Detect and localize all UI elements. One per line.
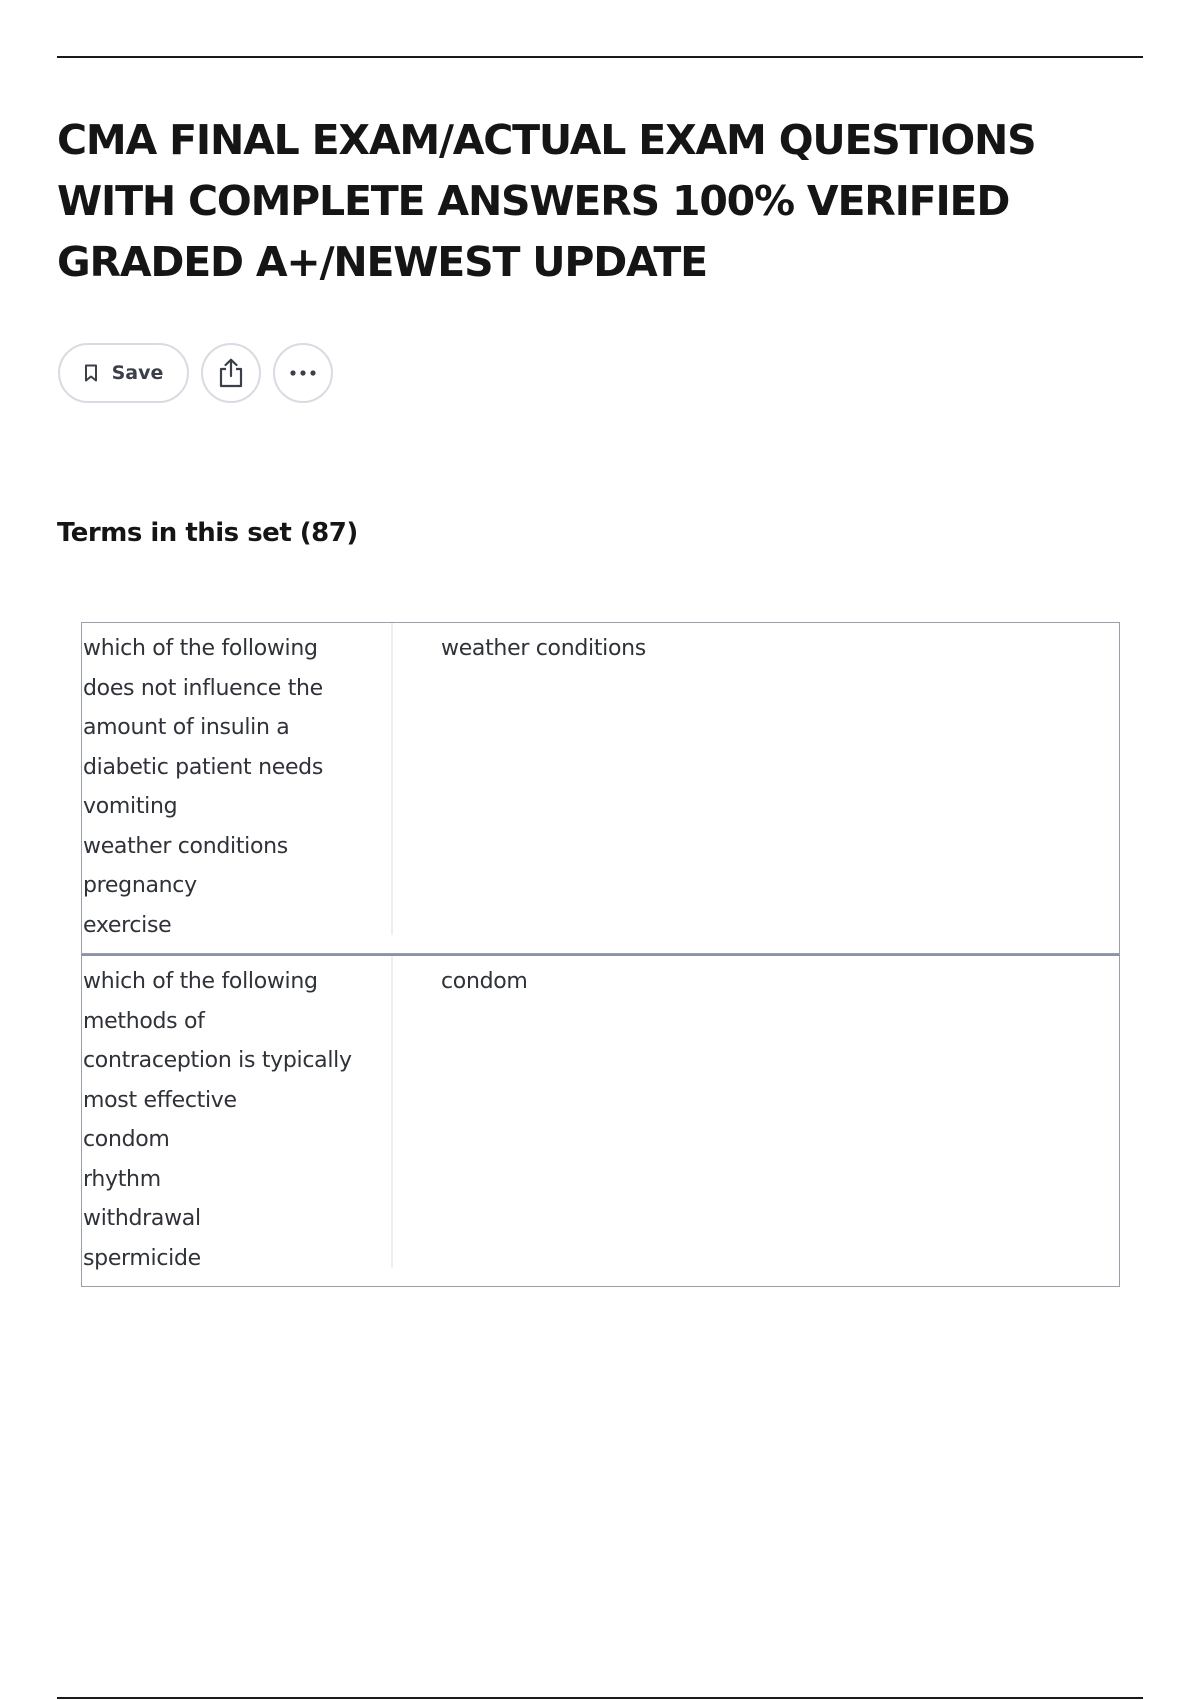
question-line: most effective: [83, 1087, 237, 1113]
question-line: weather conditions: [83, 833, 288, 859]
save-button[interactable]: [58, 343, 189, 403]
share-icon: [218, 358, 244, 388]
top-rule: [57, 56, 1143, 58]
question-line: which of the following: [83, 636, 318, 661]
title-line-2: WITH COMPLETE ANSWERS 100% VERIFIED: [57, 177, 1010, 225]
more-options-button[interactable]: [273, 343, 333, 403]
term-card[interactable]: [81, 954, 1120, 1287]
share-button[interactable]: [201, 343, 261, 403]
question-line: pregnancy: [83, 873, 197, 898]
question-line: diabetic patient needs: [83, 754, 324, 780]
question-line: which of the following: [83, 969, 318, 994]
term-question: [83, 629, 383, 945]
more-horizontal-icon: [289, 369, 317, 377]
title-line-1: CMA FINAL EXAM/ACTUAL EXAM QUESTIONS: [57, 116, 1036, 164]
question-line: exercise: [83, 912, 172, 938]
title-line-3: GRADED A+/NEWEST UPDATE: [57, 238, 707, 286]
question-line: condom: [83, 1127, 170, 1152]
save-button-label: Save: [111, 362, 164, 384]
term-answer: condom: [441, 969, 528, 994]
question-line: methods of: [83, 1008, 205, 1034]
question-line: withdrawal: [83, 1206, 201, 1231]
question-line: rhythm: [83, 1166, 161, 1192]
question-line: vomiting: [83, 794, 178, 819]
terms-heading: Terms in this set (87): [57, 518, 358, 548]
question-line: does not influence the: [83, 675, 323, 701]
term-question: [83, 962, 383, 1278]
question-line: amount of insulin a: [83, 715, 290, 740]
term-divider: [391, 956, 393, 1268]
term-divider: [391, 623, 393, 935]
bottom-rule: [57, 1697, 1143, 1699]
term-card[interactable]: [81, 622, 1120, 954]
term-answer: weather conditions: [441, 636, 646, 661]
terms-list: [81, 622, 1120, 1287]
question-line: contraception is typically: [83, 1048, 352, 1073]
bookmark-icon: [84, 364, 98, 382]
page-title: [57, 110, 1157, 293]
question-line: spermicide: [83, 1245, 201, 1271]
action-bar: [58, 343, 333, 403]
